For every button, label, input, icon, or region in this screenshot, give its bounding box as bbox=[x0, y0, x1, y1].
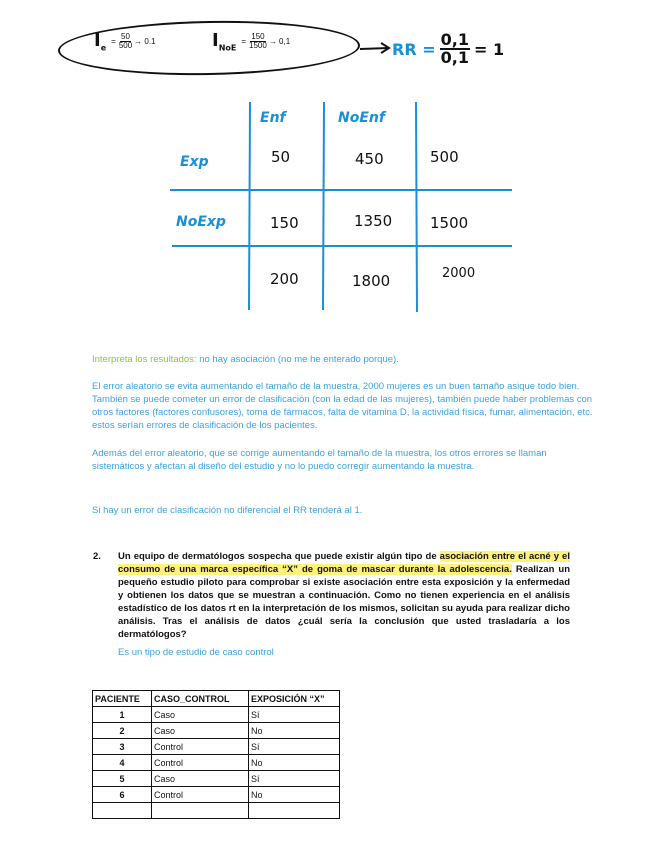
question-text-part1: Un equipo de dermatólogos sospecha que puede existir algún tipo de bbox=[118, 551, 440, 562]
cell-exp-total: 500 bbox=[430, 148, 459, 166]
row-header-exp: Exp bbox=[180, 154, 209, 170]
table-row: 4 Control No bbox=[93, 755, 340, 771]
ie-numerator: 50 bbox=[121, 31, 130, 41]
cell-exp-enf: 50 bbox=[271, 148, 291, 166]
table-row: 3 Control Sí bbox=[93, 739, 340, 755]
cell-exp-noenf: 450 bbox=[355, 150, 384, 168]
relative-risk-formula bbox=[392, 32, 504, 66]
rr-numerator: 0,1 bbox=[440, 30, 469, 49]
rr-result: = 1 bbox=[473, 39, 505, 59]
ie-result: → 0.1 bbox=[134, 36, 156, 46]
interpretation-label: Interpreta los resultados: bbox=[92, 354, 197, 365]
question-2 bbox=[93, 550, 570, 641]
error-paragraph-3: Si hay un error de clasificación no diferencial el RR tenderá al 1. bbox=[92, 505, 363, 516]
table-row: 2 Caso No bbox=[93, 723, 340, 739]
cell-total-enf: 200 bbox=[270, 270, 299, 288]
header-caso-control: CASO_CONTROL bbox=[152, 691, 249, 707]
row-header-noexp: NoExp bbox=[176, 214, 226, 230]
interpretation-text: no hay asociación (no me he enterado porque). bbox=[196, 354, 399, 365]
question-highlight: asociación entre el acné y el consumo de una marca específica “X” de goma de mascar durante la adolescencia. bbox=[118, 551, 570, 575]
patient-data-table bbox=[92, 690, 340, 819]
error-paragraph-2: Además del error aleatorio, que se corrige aumentando el tamaño de la muestra, los otros errores se llaman sistemáticos y afectan al diseño del estudio y no lo puedo corregir aumentando la muestra. bbox=[92, 448, 547, 472]
header-paciente: PACIENTE bbox=[93, 691, 152, 707]
ie-denominator: 500 bbox=[118, 40, 133, 50]
incidence-nonexposed-formula: $I_{NoE}$ = $\frac{150}{1500}$ → 0,1 bbox=[212, 30, 291, 53]
cell-total-noenf: 1800 bbox=[352, 272, 391, 290]
table-row: 1 Caso Sí bbox=[93, 707, 340, 723]
ie-label: I bbox=[94, 30, 101, 51]
cell-noexp-noenf: 1350 bbox=[354, 212, 393, 230]
arrow-right-icon bbox=[358, 40, 392, 56]
inoe-denominator: 1500 bbox=[249, 40, 267, 50]
contingency-grid bbox=[160, 98, 530, 318]
header-exposicion: EXPOSICIÓN “X” bbox=[249, 691, 340, 707]
inoe-label: I bbox=[212, 30, 219, 51]
cell-noexp-enf: 150 bbox=[270, 214, 299, 232]
col-header-noenf: NoEnf bbox=[338, 110, 385, 126]
table-row bbox=[93, 803, 340, 819]
inoe-numerator: 150 bbox=[251, 31, 265, 41]
inoe-result: → 0,1 bbox=[268, 36, 291, 46]
inoe-sub: NoE bbox=[218, 43, 237, 53]
rr-denominator: 0,1 bbox=[440, 48, 469, 67]
incidence-exposed-formula: $I_e$ = $\frac{50}{500}$ → 0.1 bbox=[94, 30, 156, 53]
question-number: 2. bbox=[93, 551, 101, 562]
table-header-row bbox=[93, 691, 340, 707]
ie-sub: e bbox=[100, 43, 107, 53]
col-header-enf: Enf bbox=[260, 110, 286, 126]
interpretation-line bbox=[92, 353, 594, 366]
table-row: 5 Caso Sí bbox=[93, 771, 340, 787]
error-paragraph-1: El error aleatorio se evita aumentando el tamaño de la muestra, 2000 mujeres es un buen tamaño asique todo bien. También se puede cometer un error de clasificación (con la edad de las mujeres), también puede haber problemas con otros factores (factores confusores), toma de fármacos, falta de vitamina D, la actividad física, fumar, alimentación, etc. estos serían errores de clasificación de los pacientes. bbox=[92, 381, 593, 431]
question-text-part2: Realizan un pequeño estudio piloto para comprobar si existe asociación entre esta exposición y la enfermedad y obtienen los datos que se muestran a continuación. Como no tienen experiencia en el análisis estadístico de los datos rt en la interpretación de los mismos, solicitan su ayuda para realizar dicho análisis. Tras el análisis de datos ¿cuál sería la conclusión que usted trasladaría a los dermatólogos? bbox=[118, 564, 570, 640]
table-row: 6 Control No bbox=[93, 787, 340, 803]
cell-grand-total: 2000 bbox=[442, 266, 476, 281]
answer-text: Es un tipo de estudio de caso control bbox=[118, 647, 274, 658]
rr-label: RR = bbox=[392, 39, 436, 59]
cell-noexp-total: 1500 bbox=[430, 214, 469, 232]
